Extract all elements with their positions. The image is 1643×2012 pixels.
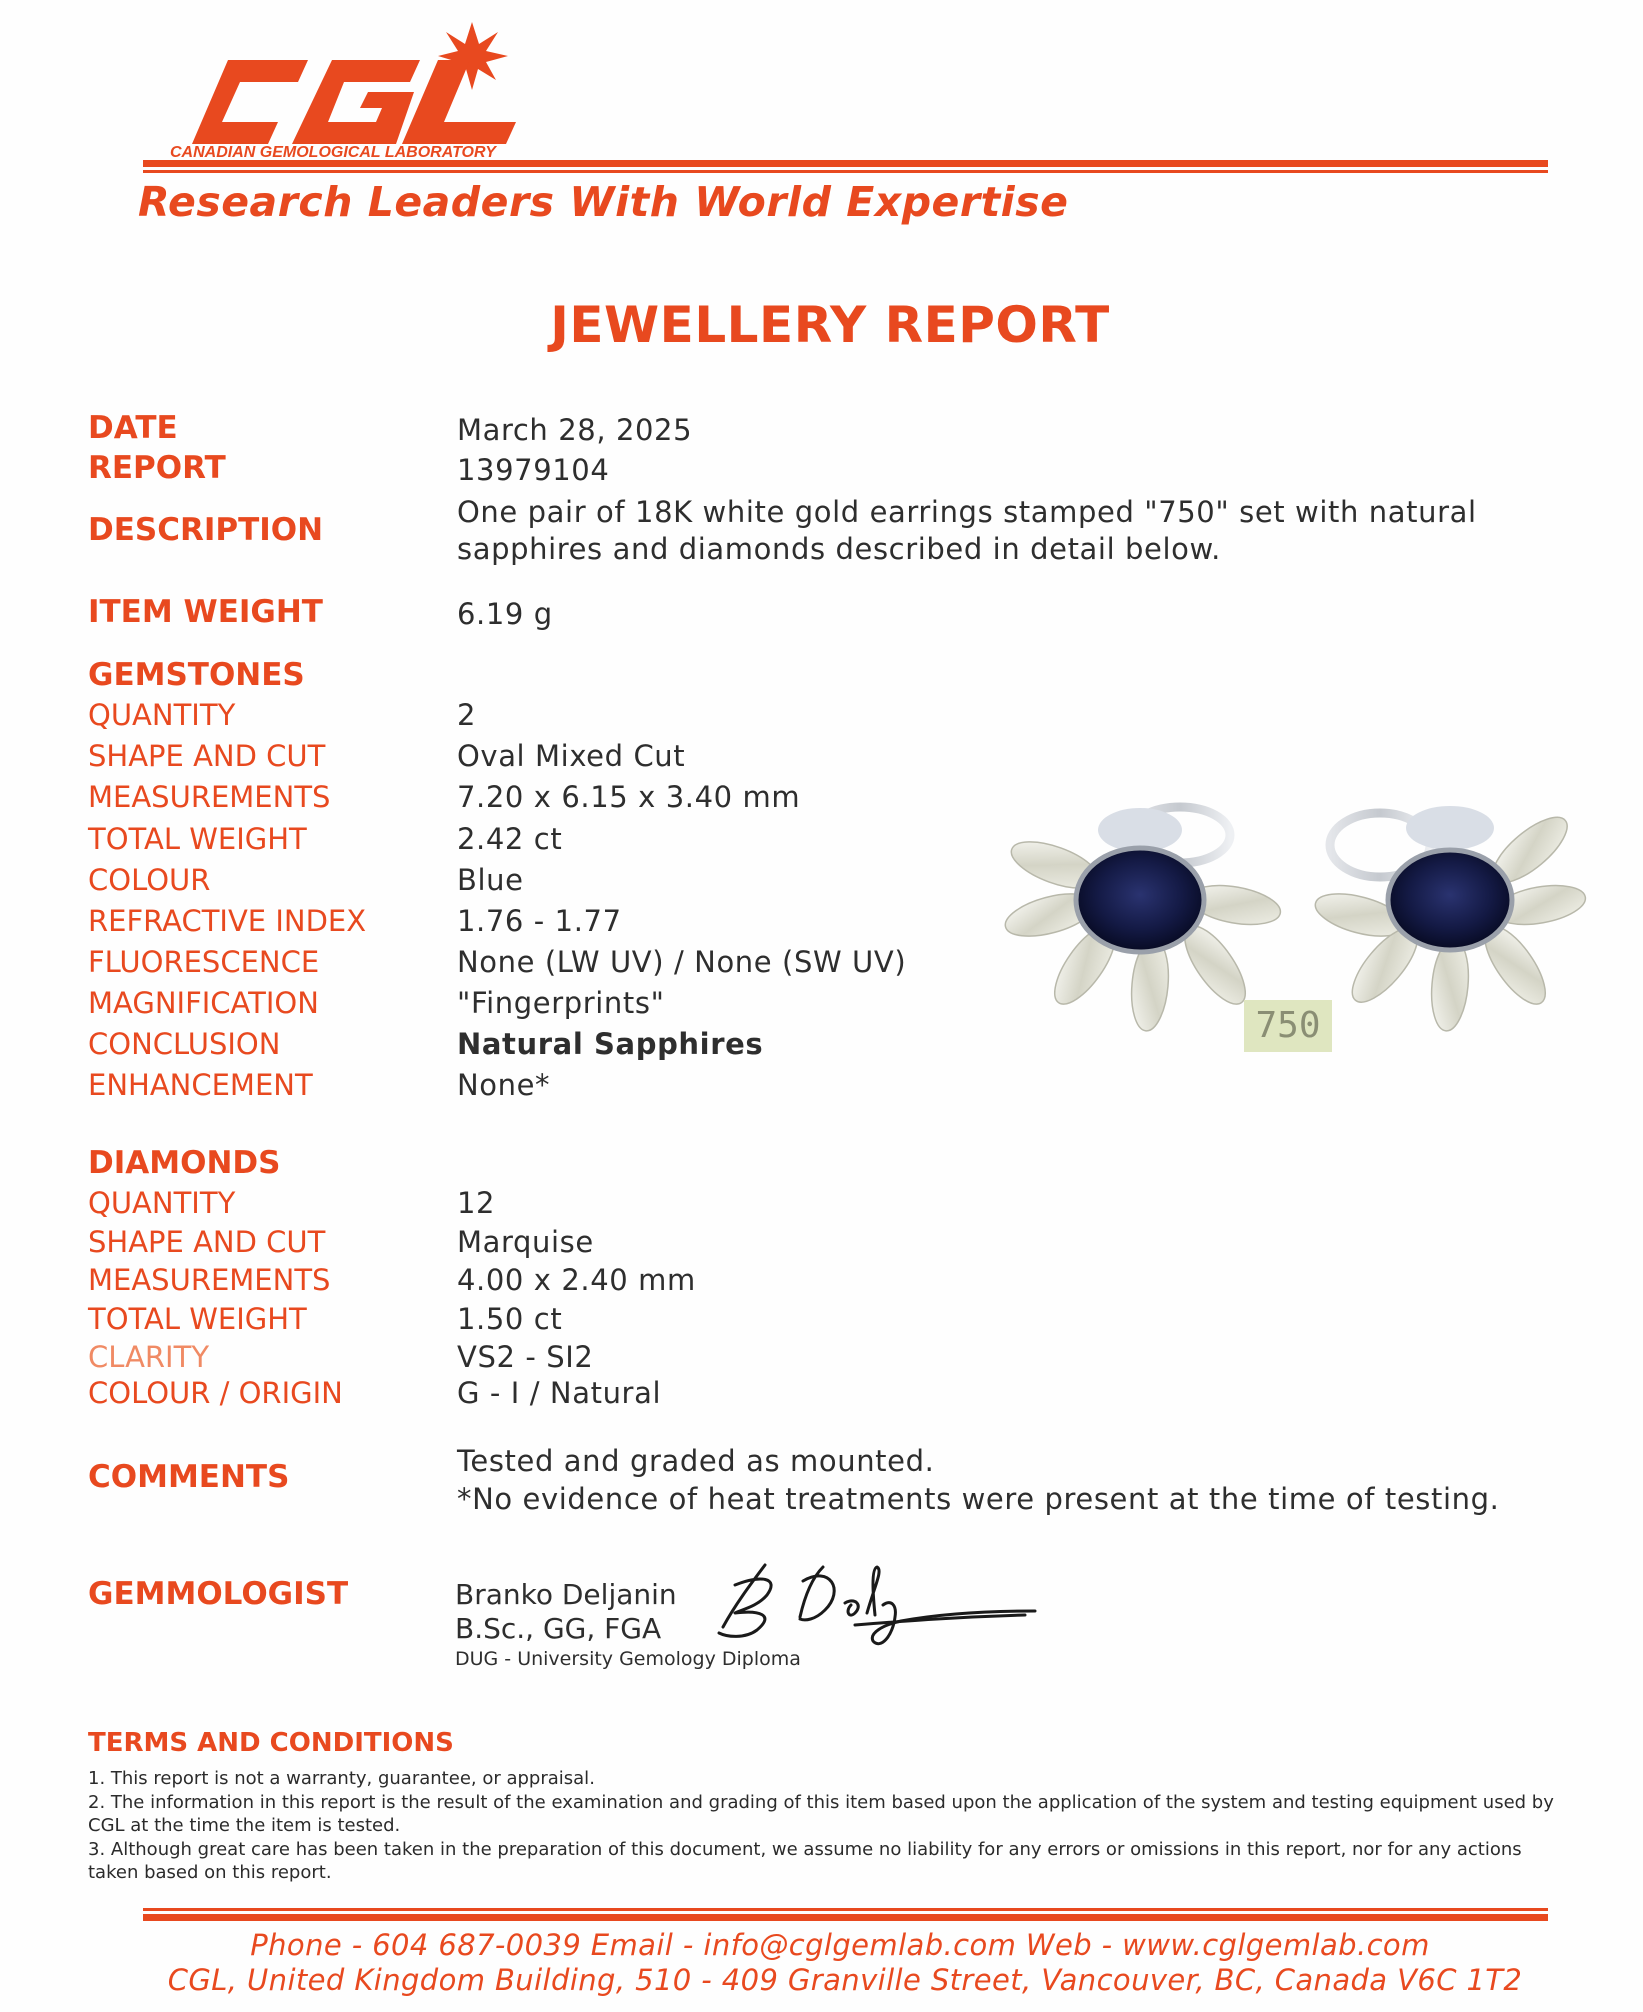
footer-rule (143, 1914, 1548, 1921)
svg-text:CANADIAN GEMOLOGICAL LABORATOR: CANADIAN GEMOLOGICAL LABORATORY (170, 144, 496, 160)
gem-enhancement-value: None* (457, 1068, 551, 1102)
gem-shape-label: SHAPE AND CUT (88, 739, 326, 773)
header-rule (143, 160, 1548, 167)
terms-item-3: 3. Although great care has been taken in the preparation of this document, we assume no liability for any errors or omissions in this report, nor for any actions taken based on this report. (88, 1838, 1522, 1883)
description-value: One pair of 18K white gold earrings stamped "750" set with natural sapphires and diamonds described in detail below. (457, 495, 1477, 566)
description-label: DESCRIPTION (88, 512, 324, 548)
gem-ri-value: 1.76 - 1.77 (457, 904, 622, 938)
item-weight-label: ITEM WEIGHT (88, 594, 323, 630)
comments-line-1: Tested and graded as mounted. (457, 1444, 935, 1478)
gem-conclusion-label: CONCLUSION (88, 1027, 281, 1061)
comments-line-2: *No evidence of heat treatments were present at the time of testing. (457, 1482, 1500, 1516)
gemmologist-credentials: B.Sc., GG, FGA (455, 1612, 662, 1645)
report-value: 13979104 (457, 453, 610, 487)
dia-clarity-value: VS2 - SI2 (457, 1340, 594, 1374)
dia-measurements-label: MEASUREMENTS (88, 1263, 331, 1297)
gem-colour-label: COLOUR (88, 863, 211, 897)
dia-measurements-value: 4.00 x 2.40 mm (457, 1263, 696, 1297)
dia-quantity-value: 12 (457, 1186, 496, 1220)
gemmologist-diploma: DUG - University Gemology Diploma (455, 1648, 801, 1670)
gem-ri-label: REFRACTIVE INDEX (88, 904, 367, 938)
gem-fluorescence-label: FLUORESCENCE (88, 945, 320, 979)
gem-enhancement-label: ENHANCEMENT (88, 1068, 313, 1102)
gem-fluorescence-value: None (LW UV) / None (SW UV) (457, 945, 907, 979)
gem-magnification-label: MAGNIFICATION (88, 986, 319, 1020)
terms-list (88, 1767, 1558, 1885)
comments-label: COMMENTS (88, 1459, 290, 1495)
signature-image (705, 1555, 1045, 1665)
terms-heading: TERMS AND CONDITIONS (88, 1728, 454, 1758)
terms-item-1: 1. This report is not a warranty, guarantee, or appraisal. (88, 1768, 595, 1789)
report-label: REPORT (88, 450, 226, 486)
gem-measurements-label: MEASUREMENTS (88, 780, 331, 814)
footer-rule-thin (143, 1908, 1548, 1911)
gem-total-weight-value: 2.42 ct (457, 822, 563, 856)
dia-colour-origin-label: COLOUR / ORIGIN (88, 1376, 343, 1410)
cgl-logo (170, 20, 540, 160)
terms-item-2: 2. The information in this report is the result of the examination and grading of this item based upon the application of the system and testing equipment used by CGL at the time the item is tested. (88, 1791, 1554, 1836)
dia-total-weight-value: 1.50 ct (457, 1302, 563, 1336)
dia-total-weight-label: TOTAL WEIGHT (88, 1302, 307, 1336)
date-value: March 28, 2025 (457, 413, 693, 447)
gemstones-heading: GEMSTONES (88, 657, 305, 693)
gem-measurements-value: 7.20 x 6.15 x 3.40 mm (457, 780, 801, 814)
dia-clarity-label: CLARITY (88, 1340, 210, 1374)
tagline: Research Leaders With World Expertise (138, 178, 1069, 226)
hallmark-750-photo: 750 (1244, 1000, 1332, 1052)
dia-shape-label: SHAPE AND CUT (88, 1225, 326, 1259)
dia-quantity-label: QUANTITY (88, 1186, 236, 1220)
report-title: JEWELLERY REPORT (550, 296, 1110, 354)
gem-quantity-label: QUANTITY (88, 698, 236, 732)
footer-contact: Phone - 604 687-0039 Email - info@cglgemlab.com Web - www.cglgemlab.com (250, 1928, 1430, 1962)
footer-address: CGL, United Kingdom Building, 510 - 409 Granville Street, Vancouver, BC, Canada V6C 1T2 (167, 1963, 1523, 1997)
date-label: DATE (88, 410, 178, 446)
diamonds-heading: DIAMONDS (88, 1145, 281, 1181)
header-rule-thin (143, 170, 1548, 173)
gem-shape-value: Oval Mixed Cut (457, 739, 686, 773)
gemmologist-name: Branko Deljanin (455, 1578, 677, 1611)
gem-quantity-value: 2 (457, 698, 477, 732)
gem-colour-value: Blue (457, 863, 524, 897)
dia-colour-origin-value: G - I / Natural (457, 1376, 662, 1410)
gemmologist-label: GEMMOLOGIST (88, 1576, 349, 1612)
gem-magnification-value: "Fingerprints" (457, 986, 665, 1020)
dia-shape-value: Marquise (457, 1225, 594, 1259)
item-weight-value: 6.19 g (457, 597, 553, 631)
gem-total-weight-label: TOTAL WEIGHT (88, 822, 307, 856)
gem-conclusion-value: Natural Sapphires (457, 1027, 764, 1061)
